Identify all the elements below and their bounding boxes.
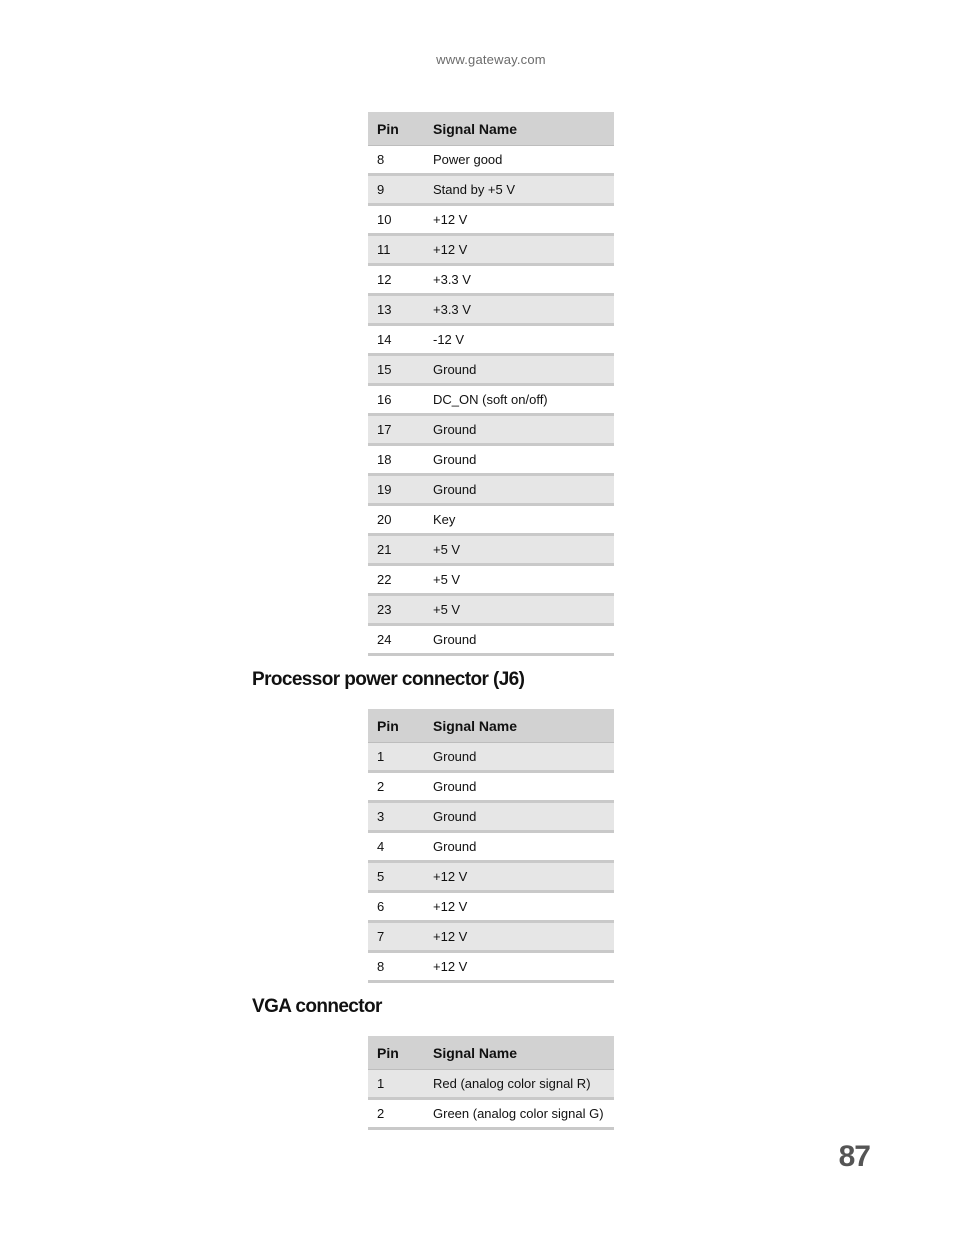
pin-cell: 6	[368, 892, 424, 922]
pin-cell: 12	[368, 265, 424, 295]
pin-cell: 10	[368, 205, 424, 235]
signal-cell: Ground	[424, 355, 614, 385]
pin-column-header: Pin	[368, 709, 424, 743]
signal-column-header: Signal Name	[424, 1036, 614, 1070]
signal-cell: Power good	[424, 146, 614, 175]
signal-cell: +5 V	[424, 535, 614, 565]
pin-cell: 7	[368, 922, 424, 952]
pin-cell: 24	[368, 625, 424, 655]
signal-cell: Ground	[424, 475, 614, 505]
signal-cell: Ground	[424, 415, 614, 445]
table-header-row	[368, 709, 614, 743]
signal-cell: Ground	[424, 802, 614, 832]
site-url: www.gateway.com	[436, 52, 546, 67]
signal-cell: +5 V	[424, 595, 614, 625]
processor-power-pin-table	[368, 709, 614, 983]
table-row	[368, 535, 614, 565]
signal-cell: Ground	[424, 832, 614, 862]
pin-cell: 3	[368, 802, 424, 832]
table-row	[368, 445, 614, 475]
table-row	[368, 565, 614, 595]
table-row	[368, 922, 614, 952]
pin-cell: 4	[368, 832, 424, 862]
table-row	[368, 1070, 614, 1099]
pin-cell: 14	[368, 325, 424, 355]
pin-cell: 21	[368, 535, 424, 565]
pin-cell: 1	[368, 1070, 424, 1099]
signal-cell: Ground	[424, 625, 614, 655]
table-row	[368, 265, 614, 295]
table-row	[368, 862, 614, 892]
pin-cell: 20	[368, 505, 424, 535]
table-row	[368, 595, 614, 625]
pin-cell: 17	[368, 415, 424, 445]
table-row	[368, 175, 614, 205]
signal-cell: +12 V	[424, 952, 614, 982]
vga-connector-heading: VGA connector	[252, 996, 382, 1017]
processor-power-heading: Processor power connector (J6)	[252, 669, 525, 690]
signal-cell: Green (analog color signal G)	[424, 1099, 614, 1129]
signal-cell: +12 V	[424, 205, 614, 235]
table-row	[368, 235, 614, 265]
signal-cell: +5 V	[424, 565, 614, 595]
signal-cell: Ground	[424, 445, 614, 475]
signal-cell: +3.3 V	[424, 265, 614, 295]
signal-cell: Ground	[424, 743, 614, 772]
pin-column-header: Pin	[368, 1036, 424, 1070]
table-header-row	[368, 112, 614, 146]
table-row	[368, 772, 614, 802]
table-row	[368, 625, 614, 655]
signal-cell: +12 V	[424, 892, 614, 922]
table-row	[368, 1099, 614, 1129]
atx-power-pin-table	[368, 112, 614, 656]
signal-column-header: Signal Name	[424, 709, 614, 743]
signal-cell: +12 V	[424, 235, 614, 265]
pin-cell: 8	[368, 146, 424, 175]
table-row	[368, 325, 614, 355]
signal-column-header: Signal Name	[424, 112, 614, 146]
table-row	[368, 802, 614, 832]
pin-cell: 22	[368, 565, 424, 595]
table-row	[368, 832, 614, 862]
signal-cell: Ground	[424, 772, 614, 802]
pin-cell: 15	[368, 355, 424, 385]
table-row	[368, 385, 614, 415]
pin-cell: 2	[368, 1099, 424, 1129]
pin-cell: 13	[368, 295, 424, 325]
pin-cell: 9	[368, 175, 424, 205]
table-row	[368, 892, 614, 922]
table-row	[368, 743, 614, 772]
signal-cell: +12 V	[424, 862, 614, 892]
signal-cell: Stand by +5 V	[424, 175, 614, 205]
table-row	[368, 146, 614, 175]
vga-pin-table	[368, 1036, 614, 1130]
table-header-row	[368, 1036, 614, 1070]
pin-cell: 2	[368, 772, 424, 802]
table-row	[368, 295, 614, 325]
pin-cell: 19	[368, 475, 424, 505]
pin-cell: 1	[368, 743, 424, 772]
pin-cell: 23	[368, 595, 424, 625]
pin-cell: 8	[368, 952, 424, 982]
signal-cell: +3.3 V	[424, 295, 614, 325]
pin-cell: 11	[368, 235, 424, 265]
table-row	[368, 355, 614, 385]
page-number: 87	[838, 1140, 870, 1173]
signal-cell: +12 V	[424, 922, 614, 952]
table-row	[368, 505, 614, 535]
table-row	[368, 415, 614, 445]
signal-cell: Red (analog color signal R)	[424, 1070, 614, 1099]
pin-cell: 16	[368, 385, 424, 415]
signal-cell: -12 V	[424, 325, 614, 355]
signal-cell: DC_ON (soft on/off)	[424, 385, 614, 415]
pin-cell: 5	[368, 862, 424, 892]
signal-cell: Key	[424, 505, 614, 535]
table-row	[368, 205, 614, 235]
pin-column-header: Pin	[368, 112, 424, 146]
table-row	[368, 475, 614, 505]
table-row	[368, 952, 614, 982]
pin-cell: 18	[368, 445, 424, 475]
